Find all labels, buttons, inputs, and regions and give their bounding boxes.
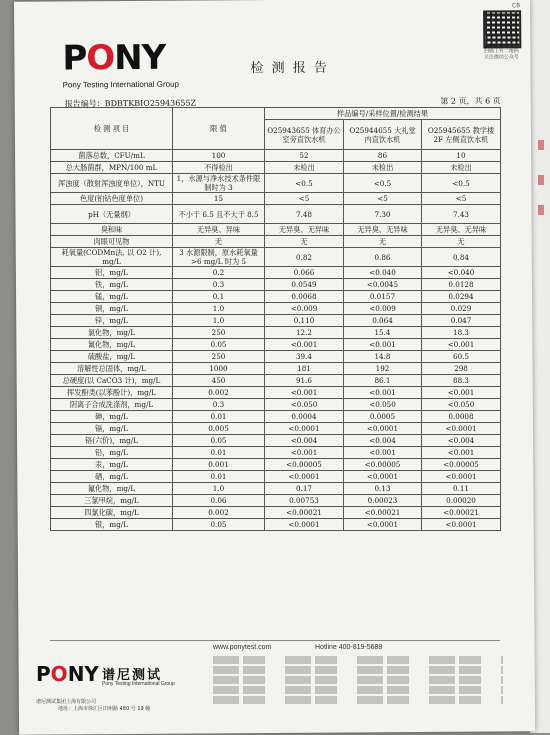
table-row: [51, 291, 501, 303]
table-row: [51, 162, 501, 174]
cell-item: 肉眼可见物: [51, 236, 173, 248]
header-sample-1: O25943655 体育办公室旁直饮水机: [265, 120, 344, 150]
qr-caption: 扫描上方二维码 关注微信公众号: [483, 48, 519, 61]
cell-limit: 0.01: [173, 471, 265, 483]
cell-r2: 86.1: [344, 375, 422, 387]
cell-r1: 52: [265, 150, 344, 162]
cell-r2: 15.4: [344, 327, 422, 339]
table-row: [51, 193, 501, 205]
cell-limit: 0.2: [173, 267, 265, 279]
cell-r2: <0.004: [344, 435, 422, 447]
cell-r3: 未检出: [422, 162, 501, 174]
cell-item: 锰，mg/L: [51, 291, 173, 303]
table-row: [51, 303, 501, 315]
cell-item: 菌落总数，CFU/mL: [51, 150, 173, 162]
cell-limit: 0.06: [173, 495, 265, 507]
cell-r2: <0.0001: [344, 519, 422, 531]
cell-r3: 0.047: [422, 315, 501, 327]
cell-r3: 无异臭、无异味: [422, 224, 501, 236]
cell-r2: 无: [344, 236, 422, 248]
table-row: [51, 447, 501, 459]
cell-item: 镉，mg/L: [51, 423, 173, 435]
qr-code-icon: [483, 10, 521, 48]
header-sample-group: 样品编号/采样位置/检测结果: [265, 108, 501, 120]
footer-logo: PONY: [36, 662, 99, 686]
cell-item: 耗氧量(CODMn法, 以 O2 计), mg/L: [51, 248, 173, 267]
table-row: [51, 236, 501, 248]
cell-r3: <0.0001: [422, 519, 501, 531]
cell-limit: 450: [173, 375, 265, 387]
cell-r3: 10: [422, 150, 501, 162]
cell-limit: 0.01: [173, 411, 265, 423]
table-row: [51, 248, 501, 267]
table-row: [51, 205, 501, 224]
cell-r2: 0.00023: [344, 495, 422, 507]
cell-r3: <0.0001: [422, 423, 501, 435]
cell-limit: 0.05: [173, 339, 265, 351]
cell-limit: 0.002: [173, 387, 265, 399]
cell-item: 四氯化碳，mg/L: [51, 507, 173, 519]
header-sample-2: O25944655 大礼堂内直饮水机: [344, 120, 422, 150]
cell-item: pH（无量纲）: [51, 205, 173, 224]
table-row: [51, 423, 501, 435]
cell-r3: 7.43: [422, 205, 501, 224]
cell-item: 溶解性总固体，mg/L: [51, 363, 173, 375]
report-number: 报告编号：BDBTKBIO25943655Z: [64, 98, 197, 109]
cell-r1: <0.5: [265, 174, 344, 193]
cell-r2: <0.050: [344, 399, 422, 411]
logo-subtitle: Pony Testing International Group: [62, 79, 179, 90]
header-item: 检 测 项 目: [51, 108, 173, 150]
table-row: [51, 363, 501, 375]
cell-limit: 0.001: [173, 459, 265, 471]
table-row: [51, 435, 501, 447]
cell-item: 铝，mg/L: [51, 267, 173, 279]
table-row: [51, 174, 501, 193]
cell-r2: <0.009: [344, 303, 422, 315]
table-row: [51, 495, 501, 507]
cell-r1: 0.066: [265, 267, 344, 279]
cell-r1: <0.0001: [265, 423, 344, 435]
cell-r3: 0.0128: [422, 279, 501, 291]
cell-r3: <0.001: [422, 387, 501, 399]
cell-r3: <0.0001: [422, 471, 501, 483]
cell-limit: 250: [173, 351, 265, 363]
red-mark: [538, 175, 544, 185]
table-row: [51, 375, 501, 387]
cell-item: 锌，mg/L: [51, 315, 173, 327]
cell-item: 铅，mg/L: [51, 447, 173, 459]
cell-r1: <0.00005: [265, 459, 344, 471]
report-title: 检 测 报 告: [250, 60, 329, 77]
cell-r2: 0.064: [344, 315, 422, 327]
cell-r1: 0.00753: [265, 495, 344, 507]
table-row: [51, 279, 501, 291]
cell-r2: 14.8: [344, 351, 422, 363]
cell-r3: <5: [422, 193, 501, 205]
cell-r1: <0.050: [265, 399, 344, 411]
cell-limit: 不小于 6.5 且不大于 8.5: [173, 205, 265, 224]
footer-branch-list: [213, 656, 503, 706]
cell-r3: <0.040: [422, 267, 501, 279]
cell-r2: <0.00005: [344, 459, 422, 471]
footer-hotline: Hotline 400-819-5688: [315, 644, 383, 651]
cell-r3: 无: [422, 236, 501, 248]
cell-r2: <0.0001: [344, 423, 422, 435]
cell-item: 铁，mg/L: [51, 279, 173, 291]
cell-r3: 0.0294: [422, 291, 501, 303]
page-code: C8: [512, 2, 521, 10]
footer-company: 谱尼测试集团上海有限公司: [36, 699, 97, 705]
table-row: [51, 483, 501, 495]
cell-item: 氯化物，mg/L: [51, 327, 173, 339]
cell-r1: 无异臭、无异味: [265, 224, 344, 236]
cell-r2: 0.13: [344, 483, 422, 495]
cell-r2: 未检出: [344, 162, 422, 174]
table-row: [51, 327, 501, 339]
table-row: [51, 507, 501, 519]
cell-r2: <0.5: [344, 174, 422, 193]
red-mark: [538, 140, 544, 150]
cell-item: 银，mg/L: [51, 519, 173, 531]
cell-r1: 未检出: [265, 162, 344, 174]
pony-logo: PONY: [62, 37, 166, 79]
cell-r1: 0.17: [265, 483, 344, 495]
cell-item: 挥发酚类(以苯酚计)，mg/L: [51, 387, 173, 399]
cell-item: 总硬度(以 CaCO3 计)，mg/L: [51, 375, 173, 387]
cell-r1: 0.110: [265, 315, 344, 327]
cell-r2: 0.86: [344, 248, 422, 267]
cell-r1: <0.0001: [265, 471, 344, 483]
cell-item: 砷，mg/L: [51, 411, 173, 423]
cell-r2: 7.30: [344, 205, 422, 224]
cell-r3: 0.029: [422, 303, 501, 315]
cell-r3: 298: [422, 363, 501, 375]
cell-r3: <0.00021: [422, 507, 501, 519]
red-mark: [538, 205, 544, 215]
cell-item: 氰化物，mg/L: [51, 339, 173, 351]
cell-r1: 181: [265, 363, 344, 375]
table-row: [51, 519, 501, 531]
cell-limit: 0.3: [173, 279, 265, 291]
cell-r2: <0.001: [344, 447, 422, 459]
cell-item: 氟化物，mg/L: [51, 483, 173, 495]
cell-limit: 0.1: [173, 291, 265, 303]
cell-limit: 0.01: [173, 447, 265, 459]
cell-r2: <5: [344, 193, 422, 205]
cell-r1: <0.001: [265, 447, 344, 459]
cell-r1: 0.82: [265, 248, 344, 267]
cell-r1: 91.6: [265, 375, 344, 387]
header-sample-3: O25945655 教学楼 2F 左侧直饮水机: [422, 120, 501, 150]
cell-item: 硒，mg/L: [51, 471, 173, 483]
cell-limit: 15: [173, 193, 265, 205]
cell-item: 浑浊度（散射浑浊度单位），NTU: [51, 174, 173, 193]
cell-r2: <0.0001: [344, 471, 422, 483]
cell-r2: <0.001: [344, 339, 422, 351]
cell-r3: 0.00020: [422, 495, 501, 507]
cell-limit: 不得检出: [173, 162, 265, 174]
cell-r2: 86: [344, 150, 422, 162]
cell-item: 汞，mg/L: [51, 459, 173, 471]
cell-item: 三氯甲烷，mg/L: [51, 495, 173, 507]
cell-limit: 1.0: [173, 483, 265, 495]
cell-limit: 0.05: [173, 519, 265, 531]
cell-item: 阴离子合成洗涤剂，mg/L: [51, 399, 173, 411]
cell-limit: 1000: [173, 363, 265, 375]
cell-limit: 1，水源与净水技术条件限制时为 3: [173, 174, 265, 193]
cell-r2: 无异臭、无异味: [344, 224, 422, 236]
table-row: [51, 339, 501, 351]
cell-item: 色度(铂钴色度单位): [51, 193, 173, 205]
cell-r3: <0.00005: [422, 459, 501, 471]
cell-item: 硫酸盐，mg/L: [51, 351, 173, 363]
table-row: [51, 351, 501, 363]
cell-r1: <0.004: [265, 435, 344, 447]
cell-limit: 无: [173, 236, 265, 248]
cell-limit: 0.005: [173, 423, 265, 435]
cell-r1: <0.001: [265, 387, 344, 399]
table-row: [51, 399, 501, 411]
results-table: [50, 107, 501, 531]
footer-address: 地址：上海市徐汇区田州路 480 号 19 幢: [58, 706, 151, 712]
cell-r2: 0.0157: [344, 291, 422, 303]
header-limit: 限 值: [173, 108, 265, 150]
cell-r1: 7.48: [265, 205, 344, 224]
cell-r1: 无: [265, 236, 344, 248]
cell-limit: 无异臭、异味: [173, 224, 265, 236]
cell-r2: <0.0045: [344, 279, 422, 291]
cell-limit: 0.05: [173, 435, 265, 447]
table-row: [51, 459, 501, 471]
cell-item: 铜，mg/L: [51, 303, 173, 315]
table-row: [51, 387, 501, 399]
cell-r1: 0.0068: [265, 291, 344, 303]
cell-limit: 3 水源限制，原水耗氧量>6 mg/L 时为 5: [173, 248, 265, 267]
cell-r1: 39.4: [265, 351, 344, 363]
footer-url: www.ponytest.com: [213, 644, 272, 651]
cell-item: 总大肠菌群，MPN/100 mL: [51, 162, 173, 174]
cell-r3: 0.11: [422, 483, 501, 495]
table-row: [51, 224, 501, 236]
cell-limit: 0.3: [173, 399, 265, 411]
cell-r3: 0.84: [422, 248, 501, 267]
cell-r3: 88.3: [422, 375, 501, 387]
table-row: [51, 267, 501, 279]
cell-r3: 18.3: [422, 327, 501, 339]
cell-r1: <0.009: [265, 303, 344, 315]
table-row: [51, 315, 501, 327]
page-number: 第 2 页，共 6 页: [440, 96, 501, 106]
cell-r3: <0.001: [422, 339, 501, 351]
cell-r3: 60.5: [422, 351, 501, 363]
cell-r1: <0.0001: [265, 519, 344, 531]
cell-r3: <0.050: [422, 399, 501, 411]
cell-limit: 1.0: [173, 315, 265, 327]
cell-r2: <0.00021: [344, 507, 422, 519]
cell-r3: <0.004: [422, 435, 501, 447]
cell-r2: 192: [344, 363, 422, 375]
cell-r2: 0.0005: [344, 411, 422, 423]
cell-r1: 0.0549: [265, 279, 344, 291]
cell-item: 铬(六价)，mg/L: [51, 435, 173, 447]
cell-limit: 250: [173, 327, 265, 339]
cell-limit: 100: [173, 150, 265, 162]
cell-r1: <5: [265, 193, 344, 205]
table-row: [51, 471, 501, 483]
cell-r1: 12.2: [265, 327, 344, 339]
cell-r3: <0.001: [422, 447, 501, 459]
cell-item: 臭和味: [51, 224, 173, 236]
footer-brand-en: Pony Testing International Group: [102, 681, 175, 687]
table-row: [51, 150, 501, 162]
cell-r2: <0.001: [344, 387, 422, 399]
cell-limit: 1.0: [173, 303, 265, 315]
cell-r1: 0.0004: [265, 411, 344, 423]
cell-r1: <0.001: [265, 339, 344, 351]
cell-r2: <0.040: [344, 267, 422, 279]
cell-r1: <0.00021: [265, 507, 344, 519]
footer-brand-cn: 谱尼测试: [102, 668, 163, 683]
footer-divider: [50, 640, 500, 641]
cell-limit: 0.002: [173, 507, 265, 519]
cell-r3: <0.5: [422, 174, 501, 193]
table-row: [51, 411, 501, 423]
cell-r3: 0.0008: [422, 411, 501, 423]
